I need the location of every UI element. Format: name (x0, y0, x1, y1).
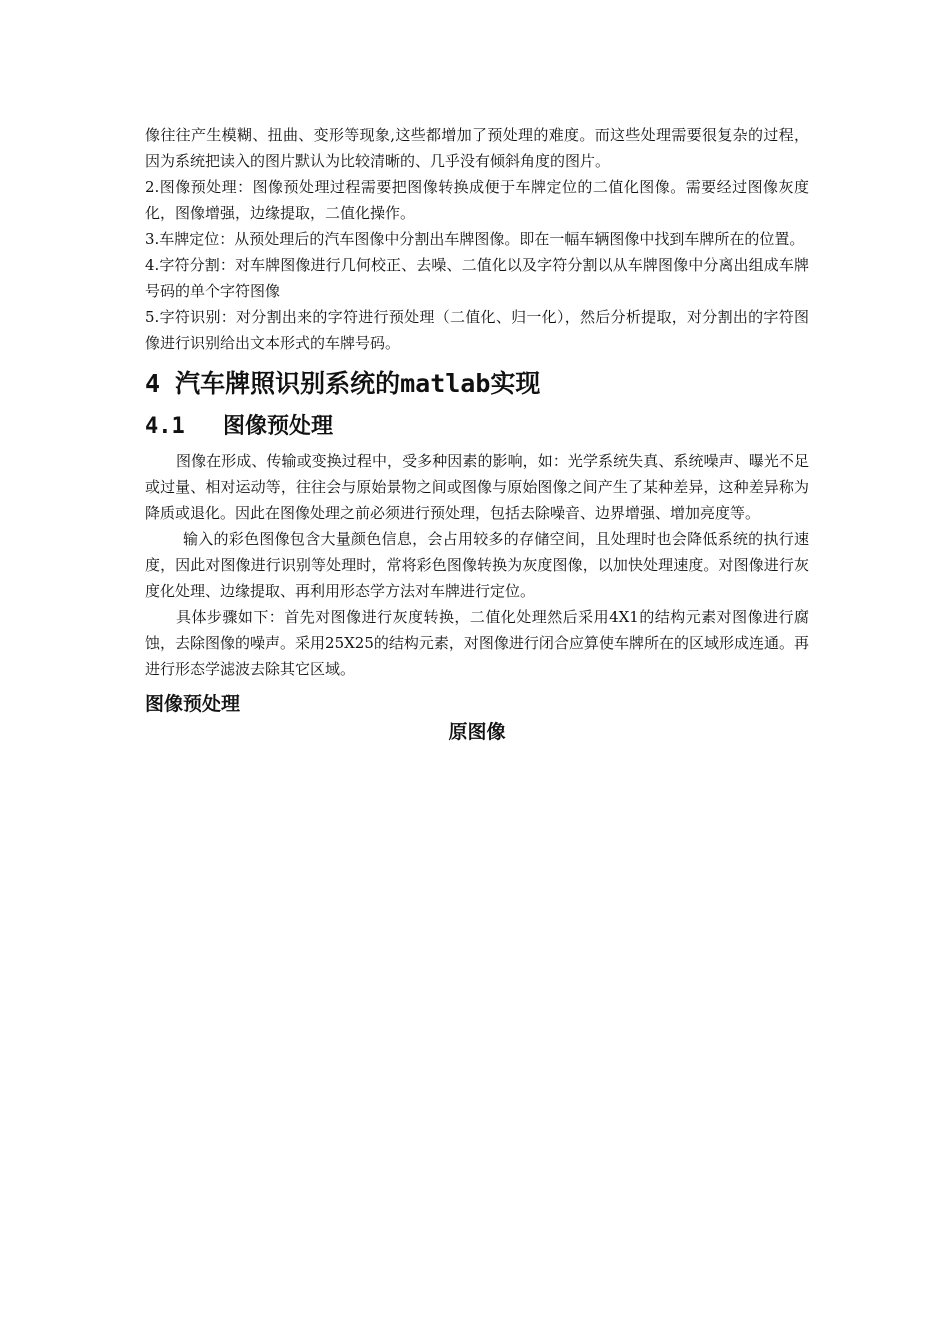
step-item: 4.字符分割：对车牌图像进行几何校正、去噪、二值化以及字符分割以从车牌图像中分离出组成车牌号码的单个字符图像 (145, 256, 809, 300)
step-item: 5.字符识别：对分割出来的字符进行预处理（二值化、归一化），然后分析提取，对分割出的字符图像进行识别给出文本形式的车牌号码。 (145, 308, 809, 352)
body-paragraph: 具体步骤如下：首先对图像进行灰度转换，二值化处理然后采用4X1的结构元素对图像进行腐蚀，去除图像的噪声。采用25X25的结构元素，对图像进行闭合应算使车牌所在的区域形成连通。再进行形态学滤波去除其它区域。 (145, 608, 809, 678)
body-paragraph: 图像在形成、传输或变换过程中，受多种因素的影响，如：光学系统失真、系统噪声、曝光不足或过量、相对运动等，往往会与原始景物之间或图像与原始图像之间产生了某种差异，这种差异称为降质或退化。因此在图像处理之前必须进行预处理，包括去除噪音、边界增强、增加亮度等。 (145, 452, 809, 522)
section-number: 4.1 (145, 414, 185, 439)
document-page (145, 122, 809, 746)
section-4-1-heading (145, 410, 809, 444)
section-title: 图像预处理 (223, 414, 334, 439)
body-paragraph: 输入的彩色图像包含大量颜色信息，会占用较多的存储空间，且处理时也会降低系统的执行速度，因此对图像进行识别等处理时，常将彩色图像转换为灰度图像，以加快处理速度。对图像进行灰度化处理、边缘提取、再利用形态学方法对车牌进行定位。 (145, 530, 809, 600)
figure-caption: 原图像 (448, 721, 506, 743)
intro-paragraph: 像往往产生模糊、扭曲、变形等现象,这些都增加了预处理的难度。而这些处理需要很复杂的过程，因为系统把读入的图片默认为比较清晰的、几乎没有倾斜角度的图片。 (145, 126, 809, 170)
step-item: 2.图像预处理：图像预处理过程需要把图像转换成便于车牌定位的二值化图像。需要经过图像灰度化，图像增强，边缘提取，二值化操作。 (145, 178, 809, 222)
figure-heading: 图像预处理 (145, 693, 241, 715)
section-4-heading: 4 汽车牌照识别系统的matlab实现 (145, 369, 541, 398)
step-item: 3.车牌定位：从预处理后的汽车图像中分割出车牌图像。即在一幅车辆图像中找到车牌所在的位置。 (145, 230, 805, 248)
